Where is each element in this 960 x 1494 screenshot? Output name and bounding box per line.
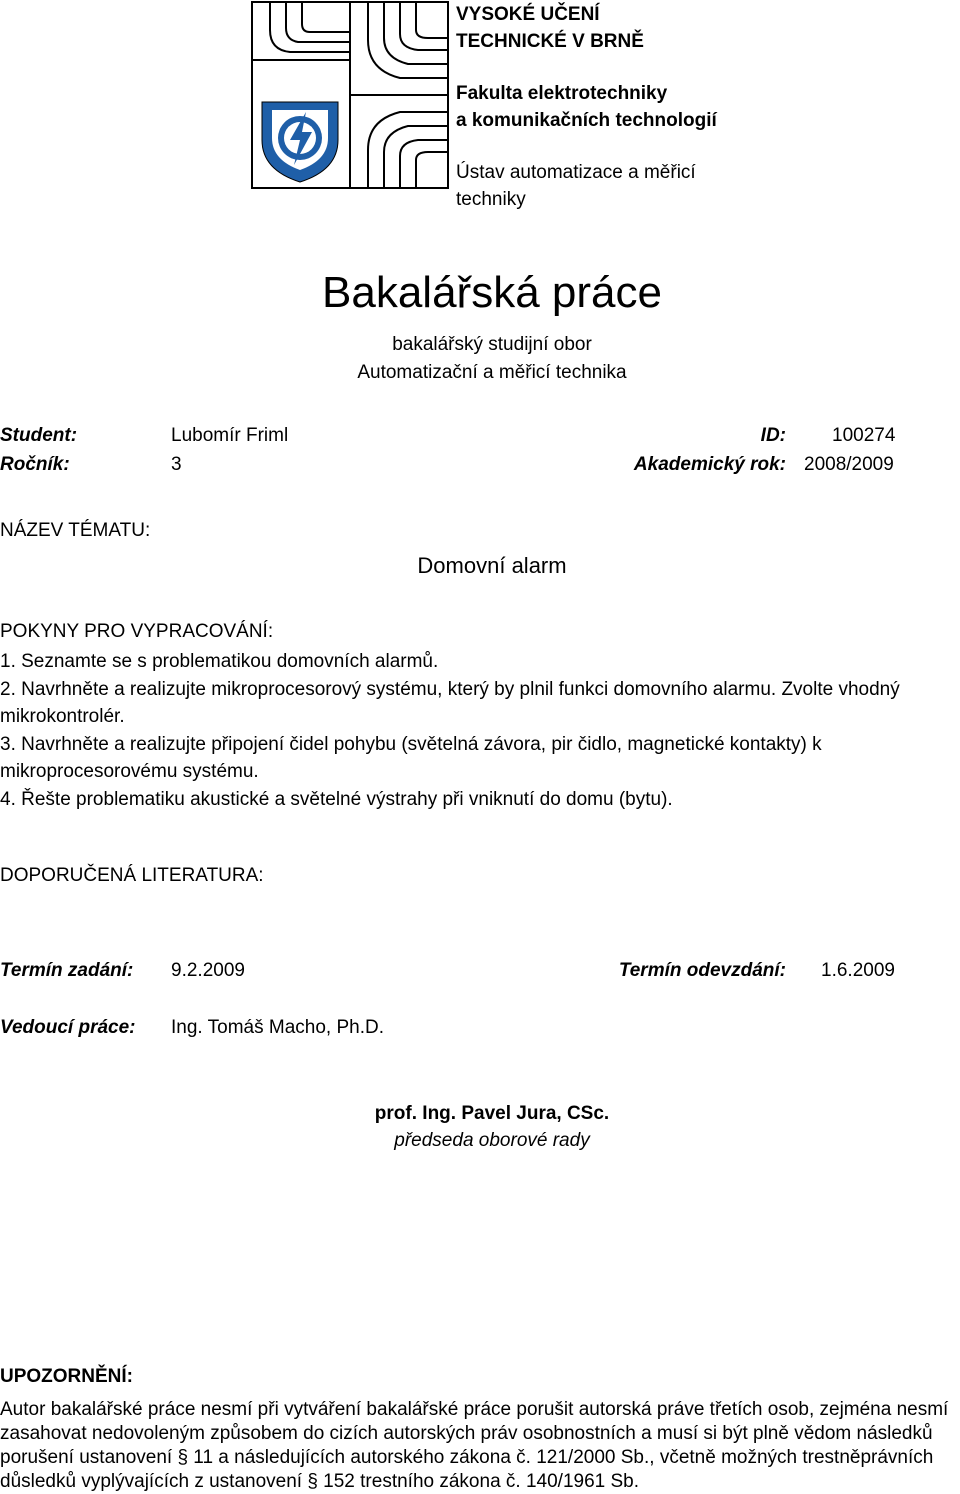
warning-label: UPOZORNĚNÍ: [0, 1366, 133, 1387]
due-label: Termín odevzdání: [618, 960, 786, 981]
topic-title: Domovní alarm [417, 553, 567, 578]
warning-text: Autor bakalářské práce nesmí při vytváření bakalářské práce porušit autorská práve třetích osob, zejména nesmí zasahovat nedovoleným způsobem do cizích autorských práv osobnostních a musí si být plně vědom následků porušení ustanovení § 11 a následujících autorského zákona č. 121/2000 Sb., včetně možných trestněprávních důsledků vyplývajících z ustanovení § 152 trestního zákona č. 140/1961 Sb. [0, 1399, 949, 1492]
list-item: 1. Seznamte se s problematikou domovních alarmů. [0, 651, 439, 672]
due-date: 1.6.2009 [821, 960, 895, 981]
university-crest-icon [250, 0, 450, 190]
supervisor-label: Vedoucí práce: [0, 1017, 136, 1038]
instructions-list [0, 648, 958, 813]
topic-label: NÁZEV TÉMATU: [0, 520, 151, 541]
year-value: 3 [171, 454, 182, 475]
id-label: ID: [760, 425, 786, 446]
year-label: Ročník: [0, 454, 70, 475]
chair-name: prof. Ing. Pavel Jura, CSc. [374, 1103, 610, 1124]
academic-year-label: Akademický rok: [633, 454, 786, 475]
university-name-line1: VYSOKÉ UČENÍ [456, 4, 600, 25]
assigned-label: Termín zadání: [0, 960, 134, 981]
study-field: Automatizační a měřicí technika [357, 362, 627, 383]
study-program: bakalářský studijní obor [392, 334, 592, 355]
student-label: Student: [0, 425, 78, 446]
supervisor-name: Ing. Tomáš Macho, Ph.D. [171, 1017, 384, 1038]
institute-name-line1: Ústav automatizace a měřicí [456, 162, 696, 183]
list-item: 2. Navrhněte a realizujte mikroprocesorový systému, který by plnil funkci domovního alarmu. Zvolte vhodný mikrokontrolér. [0, 678, 900, 727]
institute-name-line2: techniky [456, 189, 526, 210]
literature-label: DOPORUČENÁ LITERATURA: [0, 865, 264, 886]
document-title: Bakalářská práce [322, 268, 662, 317]
student-name: Lubomír Friml [171, 425, 289, 446]
instructions-label: POKYNY PRO VYPRACOVÁNÍ: [0, 621, 274, 642]
assigned-date: 9.2.2009 [171, 960, 245, 981]
faculty-name-line2: a komunikačních technologií [456, 110, 717, 131]
student-id: 100274 [832, 425, 896, 446]
chair-role: předseda oborové rady [394, 1130, 590, 1151]
academic-year-value: 2008/2009 [804, 454, 894, 475]
list-item: 3. Navrhněte a realizujte připojení čidel pohybu (světelná závora, pir čidlo, magnetické kontakty) k mikroprocesorovému systému. [0, 733, 822, 782]
list-item: 4. Řešte problematiku akustické a světelné výstrahy při vniknutí do domu (bytu). [0, 788, 673, 810]
faculty-name-line1: Fakulta elektrotechniky [456, 83, 668, 104]
university-name-line2: TECHNICKÉ V BRNĚ [456, 31, 644, 52]
